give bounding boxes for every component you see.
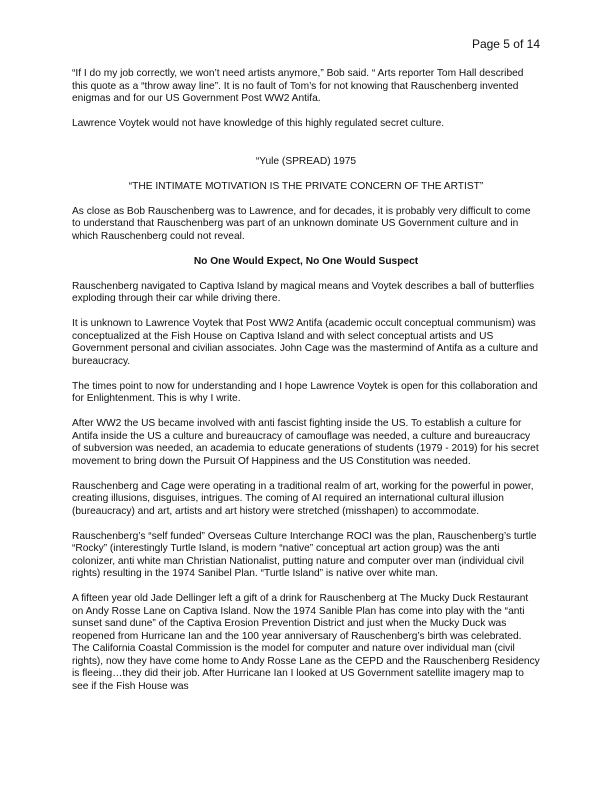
section-heading: No One Would Expect, No One Would Suspect <box>193 255 419 267</box>
paragraph: Lawrence Voytek would not have knowledge of this highly regulated secret culture. <box>72 118 445 129</box>
paragraph: The times point to now for understanding and I hope Lawrence Voytek is open for this collaboration and for Enlightenment. This is why I write. <box>72 380 538 404</box>
document-body <box>72 68 540 706</box>
paragraph: Rauschenberg and Cage were operating in a traditional realm of art, working for the powerful in power, creating illusions, disguises, intrigues. The coming of AI required an international cultural illusion (bureaucracy) and art, artists and art history were stretched (misshapen) to accommodate. <box>72 480 534 517</box>
page-number: Page 5 of 14 <box>471 37 540 51</box>
spacer <box>72 143 540 156</box>
paragraph: Rauschenberg’s “self funded” Overseas Culture Interchange ROCI was the plan, Rauschenberg’s turtle “Rocky” (interestingly Turtle Island, is modern “native” conceptual art action group) was the anti colonizer, anti white man Christian Nationalist, putting nature and computer over man (individual civil rights) resulting in the 1974 Sanibel Plan. “Turtle Island” is native over white man. <box>72 530 537 579</box>
paragraph: After WW2 the US became involved with anti fascist fighting inside the US. To establish a culture for Antifa inside the US a culture and bureaucracy of camouflage was needed, a culture and bureaucracy of subversion was needed, an academia to educate generations of students (1979 - 2019) for his secret movement to bring down the Pursuit Of Happiness and the US Constitution was needed. <box>72 418 539 467</box>
paragraph: It is unknown to Lawrence Voytek that Post WW2 Antifa (academic occult conceptual communism) was conceptualized at the Fish House on Captiva Island and with select conceptual artists and US Government personal and civilian associates. John Cage was the mastermind of Antifa as a culture and bureaucracy. <box>72 318 539 367</box>
quote-line: “THE INTIMATE MOTIVATION IS THE PRIVATE CONCERN OF THE ARTIST” <box>128 180 484 192</box>
paragraph: “If I do my job correctly, we won’t need artists anymore,” Bob said. “ Arts reporter Tom Hall described this quote as a “throw away line”. It is no fault of Tom’s for not knowing that Rauschenberg invented enigmas and for our US Government Post WW2 Antifa. <box>72 68 524 104</box>
paragraph: As close as Bob Rauschenberg was to Lawrence, and for decades, it is probably very difficult to come to understand that Rauschenberg was part of an unknown dominate US Government culture and in which Rauschenberg could not reveal. <box>72 205 531 242</box>
paragraph: Rauschenberg navigated to Captiva Island by magical means and Voytek describes a ball of butterflies exploding through their car while driving there. <box>72 280 535 304</box>
artwork-title: “Yule (SPREAD) 1975 <box>255 155 357 167</box>
paragraph: A fifteen year old Jade Dellinger left a gift of a drink for Rauschenberg at The Mucky Duck Restaurant on Andy Rosse Lane on Captiva Island. Now the 1974 Sanible Plan has come into play with the “anti sunset sand dune” of the Captiva Erosion Prevention District and just when the Mucky Duck was reopened from Hurricane Ian and the 100 year anniversary of Rauschenberg’s birth was celebrated. The California Coastal Commission is the model for computer and nature over individual man (civil rights), now they have come home to Andy Rosse Lane as the CEPD and the Rauschenberg Residency is fleeing…they did their job. After Hurricane Ian I looked at US Government satellite imagery map to see if the Fish House was <box>72 593 540 692</box>
